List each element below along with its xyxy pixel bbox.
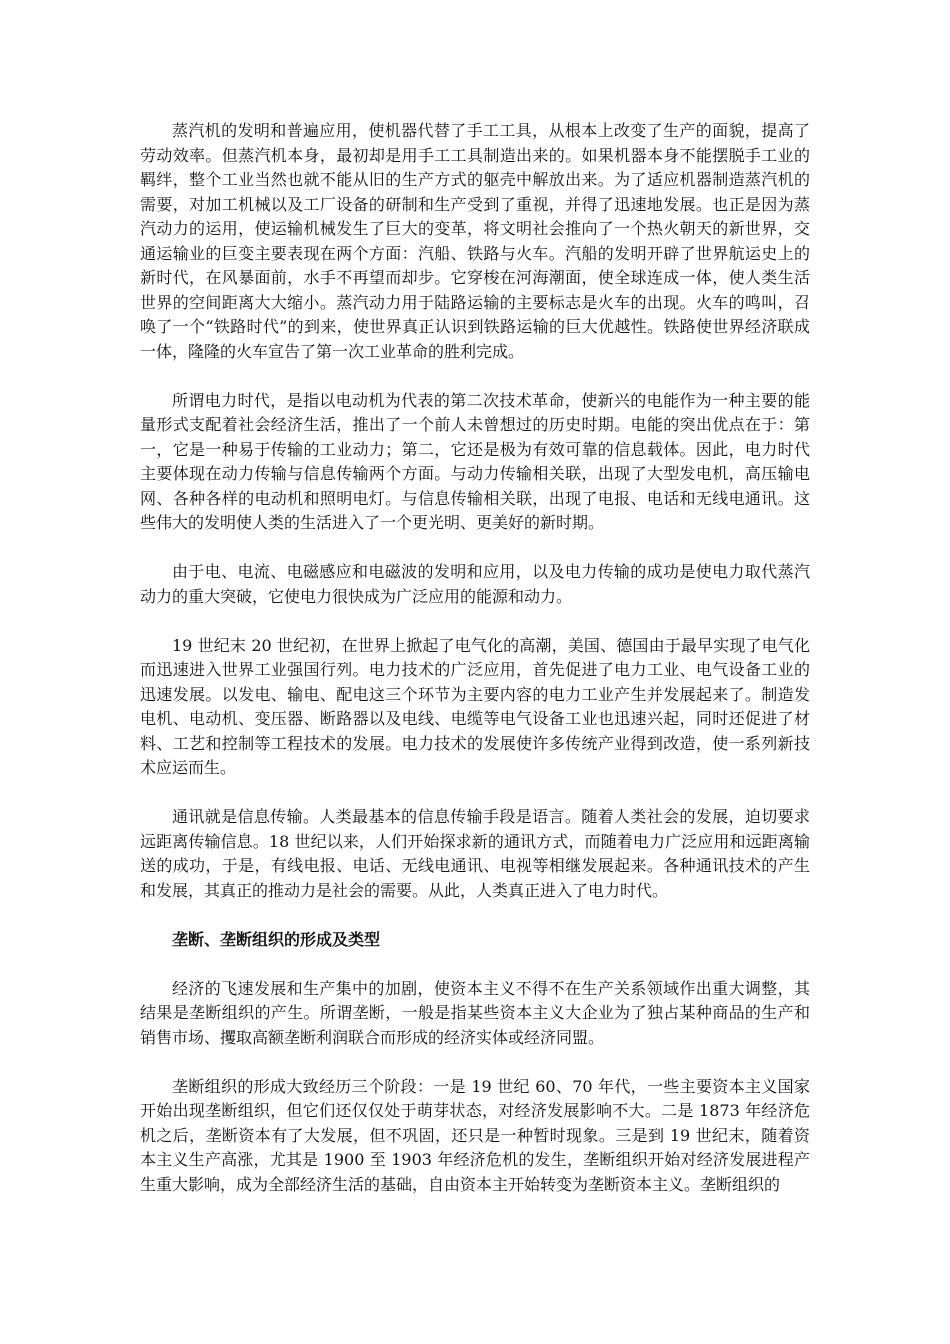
paragraph-monopoly-definition: 经济的飞速发展和生产集中的加剧，使资本主义不得不在生产关系领域作出重大调整，其结果是垄断组织的产生。所谓垄断，一般是指某些资本主义大企业为了独占某种商品的生产和销售市场、攫取高额垄断利润联合而形成的经济实体或经济同盟。 (140, 978, 810, 1047)
paragraph-communication: 通讯就是信息传输。人类最基本的信息传输手段是语言。随着人类社会的发展，迫切要求远距离传输信息。18 世纪以来，人们开始探求新的通讯方式，而随着电力广泛应用和远距离输送的成功，于是，有线电报、电话、无线电通讯、电视等相继发展起来。各种通讯技术的产生和发展，其真正的推动力是社会的需要。从此，人类真正进入了电力时代。 (140, 807, 810, 900)
paragraph-monopoly-stages: 垄断组织的形成大致经历三个阶段：一是 19 世纪 60、70 年代，一些主要资本主义国家开始出现垄断组织，但它们还仅仅处于萌芽状态，对经济发展影响不大。二是 1873 年经济危机之后，垄断资本有了大发展，但不巩固，还只是一种暂时现象。三是到 19 世纪末，随着资本主义生产高涨，尤其是 1900 至 1903 年经济危机的发生，垄断组织开始对经济发展进程产生重大影响，成为全部经济生活的基础，自由资本主开始转变为垄断资本主义。垄断组织的 (140, 1076, 810, 1194)
document-page (140, 119, 810, 1222)
paragraph-electricity-breakthrough: 由于电、电流、电磁感应和电磁波的发明和应用，以及电力传输的成功是使电力取代蒸汽动力的重大突破，它使电力很快成为广泛应用的能源和动力。 (140, 562, 810, 606)
section-heading: 垄断、垄断组织的形成及类型 (172, 929, 381, 949)
paragraph-electric-age: 所谓电力时代，是指以电动机为代表的第二次技术革命，使新兴的电能作为一种主要的能量形式支配着社会经济生活，推出了一个前人未曾想过的历史时期。电能的突出优点在于：第一，它是一种易于传输的工业动力；第二，它还是极为有效可靠的信息载体。因此，电力时代主要体现在动力传输与信息传输两个方面。与动力传输相关联，出现了大型发电机，高压输电网、各种各样的电动机和照明电灯。与信息传输相关联，出现了电报、电话和无线电通讯。这些伟大的发明使人类的生活进入了一个更光明、更美好的新时期。 (140, 390, 810, 532)
paragraph-steam-engine: 蒸汽机的发明和普遍应用，使机器代替了手工工具，从根本上改变了生产的面貌，提高了劳动效率。但蒸汽机本身，最初却是用手工工具制造出来的。如果机器本身不能摆脱手工业的羁绊，整个工业当然也就不能从旧的生产方式的躯壳中解放出来。为了适应机器制造蒸汽机的需要，对加工机械以及工厂设备的研制和生产受到了重视，并得了迅速地发展。也正是因为蒸汽动力的运用，使运输机械发生了巨大的变革，将文明社会推向了一个热火朝天的新世界，交通运输业的巨变主要表现在两个方面：汽船、铁路与火车。汽船的发明开辟了世界航运史上的新时代，在风暴面前，水手不再望而却步。它穿梭在河海潮面，使全球连成一体，使人类生活世界的空间距离大大缩小。蒸汽动力用于陆路运输的主要标志是火车的出现。火车的鸣叫，召唤了一个“铁路时代”的到来，使世界真正认识到铁路运输的巨大优越性。铁路使世界经济联成一体，隆隆的火车宣告了第一次工业革命的胜利完成。 (140, 121, 810, 361)
paragraph-electrification: 19 世纪末 20 世纪初，在世界上掀起了电气化的高潮，美国、德国由于最早实现了电气化而迅速进入世界工业强国行列。电力技术的广泛应用，首先促进了电力工业、电气设备工业的迅速发展。以发电、输电、配电这三个环节为主要内容的电力工业产生并发展起来了。制造发电机、电动机、变压器、断路器以及电线、电缆等电气设备工业也迅速兴起，同时还促进了材料、工艺和控制等工程技术的发展。电力技术的发展使许多传统产业得到改造，使一系列新技术应运而生。 (140, 635, 810, 777)
